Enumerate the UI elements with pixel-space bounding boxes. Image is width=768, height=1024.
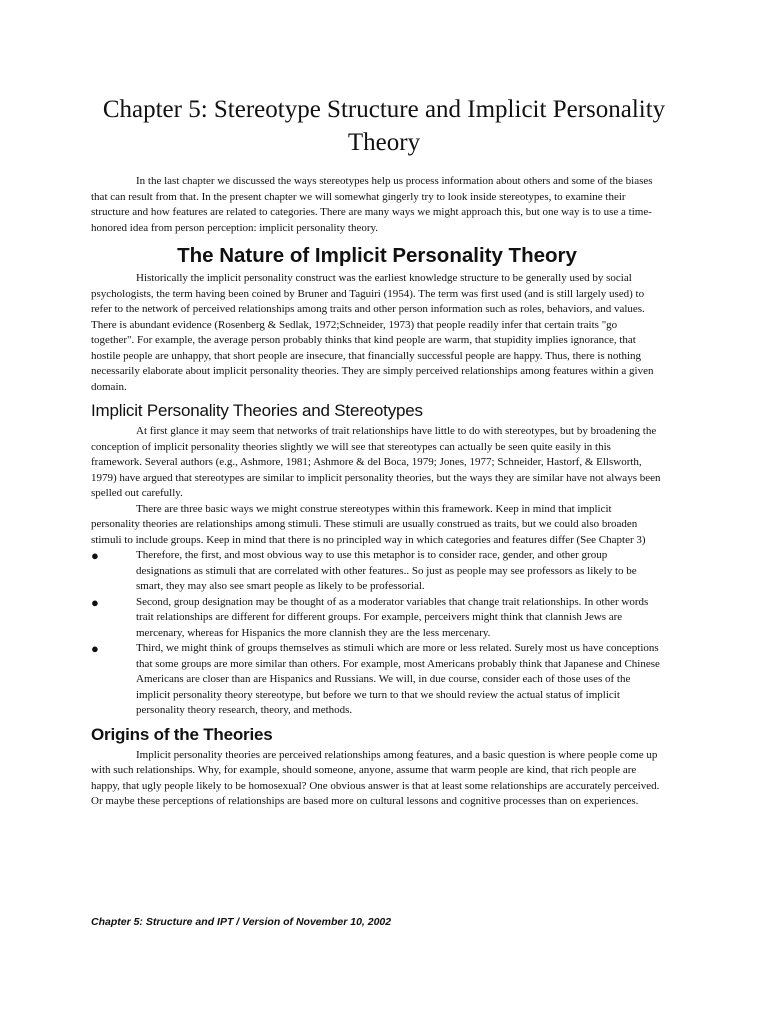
bullet-list <box>91 548 663 719</box>
list-item <box>91 641 663 719</box>
list-item-text: Third, we might think of groups themselves as stimuli which are more or less related. Surely most us have conceptions that some groups are more similar than others. For example, most Americans probably think that Japanese and Chinese Americans are closer than are Hispanics and Russians. We will, in due course, consider each of those uses of the implicit personality theory stereotype, but before we turn to that we should review the actual status of implicit personality theory research, theory, and methods. <box>136 642 660 716</box>
list-item <box>91 548 663 595</box>
stereotypes-paragraph-1: At first glance it may seem that networks of trait relationships have little to do with stereotypes, but by broadening the conception of implicit personality theories slightly we will see that stereotypes can actually be seen quite easily in this framework. Several authors (e.g., Ashmore, 1981; Ashmore & del Boca, 1979; Jones, 1977; Schneider, Hastorf, & Ellsworth, 1979) have argued that stereotypes are similar to implicit personality theories, but the ways they are similar have not always been spelled out carefully. <box>91 425 661 499</box>
intro-paragraph: In the last chapter we discussed the ways stereotypes help us process information about others and some of the biases that can result from that. In the present chapter we will somewhat gingerly try to look inside stereotypes, to examine their structure and how features are related to categories. There are many ways we might approach this, but one way is to use a time-honored idea from person perception: implicit personality theory. <box>91 175 653 234</box>
stereotypes-paragraph-2: There are three basic ways we might construe stereotypes within this framework. Keep in mind that implicit personality theories are relationships among stimuli. These stimuli are usually construed as traits, but we could also broaden stimuli to include groups. Keep in mind that there is no principled way in which categories and features differ (See Chapter 3) <box>91 502 646 546</box>
body-content <box>91 174 663 810</box>
bullet-icon: ● <box>91 641 99 656</box>
origins-paragraph: Implicit personality theories are perceived relationships among features, and a basic question is where people come up with such relationships. Why, for example, should someone, anyone, assume that warm people are kind, that rich people are happy, that ugly people likely to be homosexual? One obvious answer is that at least some relationships are accurately perceived. Or maybe these perceptions of relationships are based more on cultural lessons and cognitive processes than on experiences. <box>91 748 660 807</box>
bullet-icon: ● <box>91 594 99 610</box>
bullet-icon: ● <box>91 548 99 563</box>
section-heading-origins: Origins of the Theories <box>91 724 273 744</box>
list-item-text: Therefore, the first, and most obvious way to use this metaphor is to consider race, gender, and other group designations as stimuli that are correlated with other features.. So just as people may see professors as likely to be smart, they may also see smart people as likely to be professorial. <box>136 549 637 592</box>
list-item <box>91 595 663 642</box>
list-item-text: Second, group designation may be thought of as a moderator variables that change trait relationships. In other words trait relationships are different for different groups. For example, perceivers might think that clannish Jews are mercenary, whereas for Hispanics the more clannish they are the less mercenary. <box>136 595 649 639</box>
nature-paragraph: Historically the implicit personality construct was the earliest knowledge structure to be generally used by social psychologists, the term having been coined by Bruner and Taguiri (1954). The term was first used (and is still largely used) to refer to the network of perceived relationships among traits and other person information such as roles, behaviors, and values. There is abundant evidence (Rosenberg & Sedlak, 1972;Schneider, 1973) that people readily infer that certain traits "go together". For example, the average person probably thinks that kind people are warm, that stupidity implies ignorance, that hostile people are unhappy, that short people are insecure, that financially successful people are happy. Thus, there is nothing necessarily elaborate about implicit personality theories. They are simply perceived relationships among features within a given domain. <box>91 272 654 393</box>
section-heading-nature: The Nature of Implicit Personality Theory <box>177 244 577 267</box>
page-footer: Chapter 5: Structure and IPT / Version of November 10, 2002 <box>91 916 392 928</box>
section-heading-stereotypes: Implicit Personality Theories and Stereotypes <box>91 401 423 420</box>
chapter-title: Chapter 5: Stereotype Structure and Implicit Personality Theory <box>102 96 666 156</box>
